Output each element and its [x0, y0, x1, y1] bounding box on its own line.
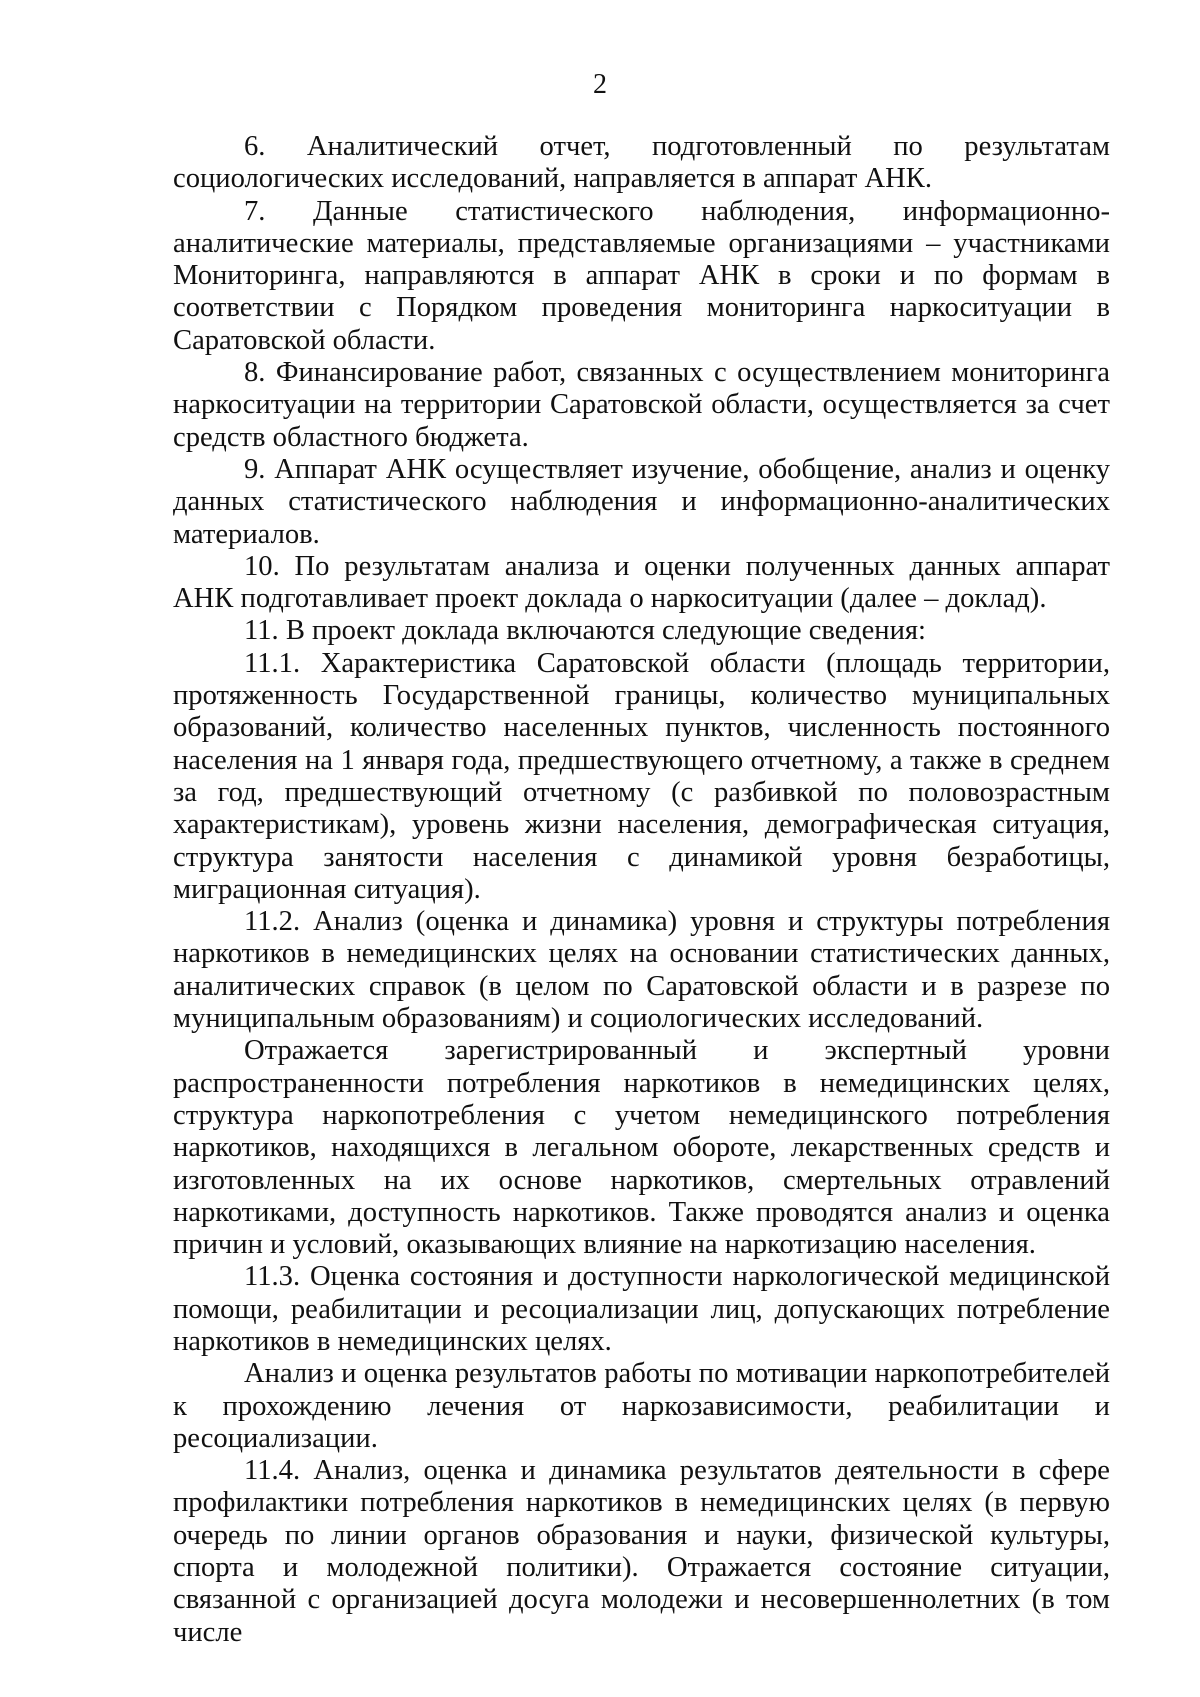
paragraph-10: 10. По результатам анализа и оценки полученных данных аппарат АНК подготавливает проект доклада о наркоситуации (далее – доклад).	[173, 550, 1110, 615]
paragraph-9: 9. Аппарат АНК осуществляет изучение, обобщение, анализ и оценку данных статистического наблюдения и информационно-аналитических материалов.	[173, 453, 1110, 550]
paragraph-11-1: 11.1. Характеристика Саратовской области (площадь территории, протяженность Государственной границы, количество муниципальных образований, количество населенных пунктов, численность постоянного населения на 1 января года, предшествующего отчетному, а также в среднем за год, предшествующий отчетному (с разбивкой по половозрастным характеристикам), уровень жизни населения, демографическая ситуация, структура занятости населения с динамикой уровня безработицы, миграционная ситуация).	[173, 647, 1110, 905]
paragraph-11-4: 11.4. Анализ, оценка и динамика результатов деятельности в сфере профилактики потребления наркотиков в немедицинских целях (в первую очередь по линии органов образования и науки, физической культуры, спорта и молодежной политики). Отражается состояние ситуации, связанной с организацией досуга молодежи и несовершеннолетних (в том числе	[173, 1455, 1110, 1648]
document-body	[173, 131, 1110, 1649]
paragraph-11-3: 11.3. Оценка состояния и доступности наркологической медицинской помощи, реабилитации и ресоциализации лиц, допускающих потребление наркотиков в немедицинских целях.	[173, 1261, 1110, 1357]
paragraph-11-2: 11.2. Анализ (оценка и динамика) уровня и структуры потребления наркотиков в немедицинских целях на основании статистических данных, аналитических справок (в целом по Саратовской области и в разрезе по муниципальным образованиям) и социологических исследований.	[173, 906, 1110, 1035]
paragraph-6: 6. Аналитический отчет, подготовленный по результатам социологических исследований, направляется в аппарат АНК.	[173, 131, 1110, 195]
paragraph-11-2-detail: Отражается зарегистрированный и экспертный уровни распространенности потребления наркотиков в немедицинских целях, структура наркопотребления с учетом немедицинского потребления наркотиков, находящихся в легальном обороте, лекарственных средств и изготовленных на их основе наркотиков, смертельных отравлений наркотиками, доступность наркотиков. Также проводятся анализ и оценка причин и условий, оказывающих влияние на наркотизацию населения.	[173, 1035, 1110, 1261]
page-number: 2	[593, 69, 607, 100]
paragraph-7: 7. Данные статистического наблюдения, информационно-аналитические материалы, представляемые организациями – участниками Мониторинга, направляются в аппарат АНК в сроки и по формам в соответствии с Порядком проведения мониторинга наркоситуации в Саратовской области.	[173, 195, 1110, 356]
paragraph-11-3-detail: Анализ и оценка результатов работы по мотивации наркопотребителей к прохождению лечения от наркозависимости, реабилитации и ресоциализации.	[173, 1358, 1110, 1454]
paragraph-8: 8. Финансирование работ, связанных с осуществлением мониторинга наркоситуации на территории Саратовской области, осуществляется за счет средств областного бюджета.	[173, 357, 1110, 453]
paragraph-11: 11. В проект доклада включаются следующие сведения:	[244, 615, 926, 647]
